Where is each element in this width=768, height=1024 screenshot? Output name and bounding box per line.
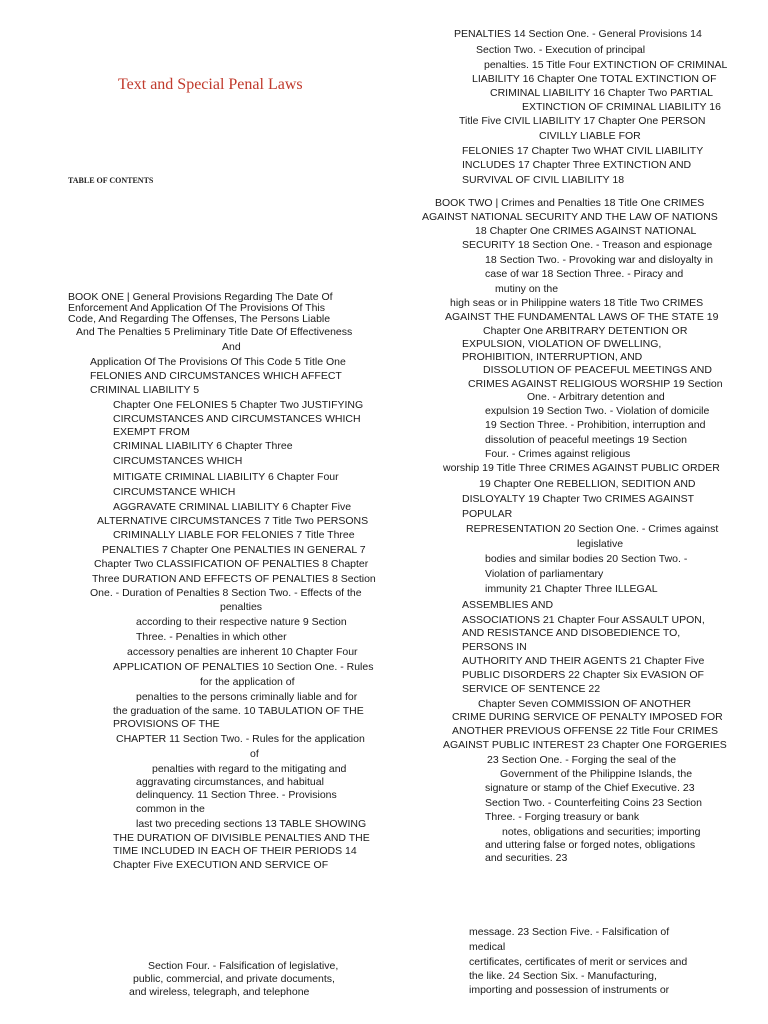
toc-line: Three. - Penalties in which other (136, 631, 287, 643)
toc-line: And (222, 341, 241, 353)
toc-line: Four. - Crimes against religious (485, 448, 631, 460)
toc-line: message. 23 Section Five. - Falsification of (469, 926, 670, 938)
toc-line: CRIMINALLY LIABLE FOR FELONIES 7 Title Three (113, 529, 355, 541)
toc-line: Title Five CIVIL LIABILITY 17 Chapter One PERSON (459, 115, 706, 127)
toc-line: PUBLIC DISORDERS 22 Chapter Six EVASION OF (462, 669, 704, 681)
toc-line: dissolution of peaceful meetings 19 Section (485, 434, 687, 446)
toc-line: AGAINST THE FUNDAMENTAL LAWS OF THE STATE 19 (445, 311, 719, 323)
toc-line: delinquency. 11 Section Three. - Provisions (136, 789, 337, 801)
toc-line: mutiny on the (495, 283, 559, 295)
toc-line: Three. - Forging treasury or bank (485, 811, 640, 823)
toc-line: 23 Section One. - Forging the seal of the (487, 754, 677, 766)
toc-line: LIABILITY 16 Chapter One TOTAL EXTINCTION OF (472, 73, 717, 85)
toc-line: 18 Section Two. - Provoking war and disloyalty in (485, 254, 714, 266)
toc-line: Chapter Seven COMMISSION OF ANOTHER (478, 698, 691, 710)
toc-line: One. - Arbitrary detention and (527, 391, 665, 403)
toc-line: and uttering false or forged notes, obligations (485, 839, 696, 851)
toc-line: case of war 18 Section Three. - Piracy and (485, 268, 684, 280)
toc-line: Section Two. - Counterfeiting Coins 23 Section (485, 797, 702, 809)
toc-line: AND RESISTANCE AND DISOBEDIENCE TO, (462, 627, 681, 639)
toc-line: aggravating circumstances, and habitual (136, 776, 324, 788)
toc-line: penalties (220, 601, 263, 613)
toc-line: SECURITY 18 Section One. - Treason and espionage (462, 239, 713, 251)
toc-line: worship 19 Title Three CRIMES AGAINST PUBLIC ORDER (443, 462, 720, 474)
toc-line: CIRCUMSTANCES AND CIRCUMSTANCES WHICH (113, 413, 361, 425)
toc-line: importing and possession of instruments or (469, 984, 670, 996)
toc-line: Chapter Two CLASSIFICATION OF PENALTIES 8 Chapter (94, 558, 369, 570)
toc-line: AUTHORITY AND THEIR AGENTS 21 Chapter Five (462, 655, 705, 667)
toc-line: Chapter One ARBITRARY DETENTION OR (483, 325, 688, 337)
toc-line: APPLICATION OF PENALTIES 10 Section One. - Rules (113, 661, 374, 673)
toc-line: ANOTHER PREVIOUS OFFENSE 22 Title Four CRIMES (452, 725, 719, 737)
toc-line: for the application of (200, 676, 295, 688)
toc-heading: TABLE OF CONTENTS (68, 176, 154, 185)
toc-line: SURVIVAL OF CIVIL LIABILITY 18 (462, 174, 625, 186)
toc-line: the graduation of the same. 10 TABULATION OF THE (113, 705, 364, 717)
toc-line: Violation of parliamentary (485, 568, 604, 580)
toc-line: ASSEMBLIES AND (462, 599, 554, 611)
toc-line: last two preceding sections 13 TABLE SHOWING (136, 818, 367, 830)
toc-line: penalties with regard to the mitigating and (152, 763, 347, 775)
toc-line: BOOK ONE | General Provisions Regarding The Date Of (68, 291, 333, 303)
toc-line: CIRCUMSTANCES WHICH (113, 455, 243, 467)
toc-line: public, commercial, and private documents, (133, 973, 335, 985)
toc-line: And The Penalties 5 Preliminary Title Date Of Effectiveness (76, 326, 353, 338)
toc-line: Chapter One FELONIES 5 Chapter Two JUSTIFYING (113, 399, 364, 411)
toc-line: Section Four. - Falsification of legislative, (148, 960, 339, 972)
toc-line: CRIMINAL LIABILITY 16 Chapter Two PARTIAL (490, 87, 713, 99)
toc-line: PERSONS IN (462, 641, 527, 653)
toc-line: INCLUDES 17 Chapter Three EXTINCTION AND (462, 159, 692, 171)
toc-line: One. - Duration of Penalties 8 Section Two. - Effects of the (90, 587, 362, 599)
toc-line: high seas or in Philippine waters 18 Title Two CRIMES (450, 297, 704, 309)
toc-line: BOOK TWO | Crimes and Penalties 18 Title One CRIMES (435, 197, 705, 209)
toc-line: 18 Chapter One CRIMES AGAINST NATIONAL (475, 225, 697, 237)
toc-line: SERVICE OF SENTENCE 22 (462, 683, 601, 695)
toc-line: AGGRAVATE CRIMINAL LIABILITY 6 Chapter Five (113, 501, 352, 513)
toc-line: CRIMINAL LIABILITY 5 (90, 384, 200, 396)
toc-line: penalties. 15 Title Four EXTINCTION OF CRIMINAL (484, 59, 728, 71)
toc-line: Enforcement And Application Of The Provisions Of This (68, 302, 325, 314)
toc-line: ALTERNATIVE CIRCUMSTANCES 7 Title Two PERSONS (97, 515, 369, 527)
toc-line: PENALTIES 7 Chapter One PENALTIES IN GENERAL 7 (102, 544, 366, 556)
toc-line: CRIMINAL LIABILITY 6 Chapter Three (113, 440, 293, 452)
toc-line: CIRCUMSTANCE WHICH (113, 486, 236, 498)
toc-line: common in the (136, 803, 205, 815)
toc-line: DISSOLUTION OF PEACEFUL MEETINGS AND (483, 364, 712, 376)
toc-line: bodies and similar bodies 20 Section Two. - (485, 553, 688, 565)
toc-line: penalties to the persons criminally liable and for (136, 691, 358, 703)
toc-line: TIME INCLUDED IN EACH OF THEIR PERIODS 14 (113, 845, 357, 857)
toc-line: accessory penalties are inherent 10 Chapter Four (127, 646, 358, 658)
toc-line: Application Of The Provisions Of This Code 5 Title One (90, 356, 346, 368)
document-title: Text and Special Penal Laws (118, 76, 303, 93)
toc-line: signature or stamp of the Chief Executive. 23 (485, 782, 695, 794)
toc-line: EXEMPT FROM (113, 426, 190, 438)
toc-line: notes, obligations and securities; importing (502, 826, 701, 838)
toc-line: medical (469, 941, 506, 953)
toc-line: POPULAR (462, 508, 513, 520)
toc-line: immunity 21 Chapter Three ILLEGAL (485, 583, 658, 595)
toc-line: FELONIES 17 Chapter Two WHAT CIVIL LIABILITY (462, 145, 704, 157)
toc-line: REPRESENTATION 20 Section One. - Crimes against (466, 523, 719, 535)
toc-line: EXTINCTION OF CRIMINAL LIABILITY 16 (522, 101, 721, 113)
toc-line: Code, And Regarding The Offenses, The Persons Liable (68, 313, 331, 325)
toc-line: MITIGATE CRIMINAL LIABILITY 6 Chapter Four (113, 471, 339, 483)
toc-line: AGAINST PUBLIC INTEREST 23 Chapter One FORGERIES (443, 739, 727, 751)
toc-line: according to their respective nature 9 Section (136, 616, 347, 628)
toc-line: FELONIES AND CIRCUMSTANCES WHICH AFFECT (90, 370, 342, 382)
toc-line: PENALTIES 14 Section One. - General Provisions 14 (454, 28, 702, 40)
toc-line: CRIMES AGAINST RELIGIOUS WORSHIP 19 Section (468, 378, 723, 390)
toc-line: EXPULSION, VIOLATION OF DWELLING, (462, 338, 662, 350)
toc-line: CHAPTER 11 Section Two. - Rules for the application (116, 733, 365, 745)
toc-line: 19 Section Three. - Prohibition, interruption and (485, 419, 706, 431)
toc-line: DISLOYALTY 19 Chapter Two CRIMES AGAINST (462, 493, 695, 505)
toc-line: expulsion 19 Section Two. - Violation of domicile (485, 405, 710, 417)
toc-line: THE DURATION OF DIVISIBLE PENALTIES AND THE (113, 832, 370, 844)
toc-line: and wireless, telegraph, and telephone (129, 986, 310, 998)
toc-line: Chapter Five EXECUTION AND SERVICE OF (113, 859, 329, 871)
toc-line: PROVISIONS OF THE (113, 718, 220, 730)
toc-line: the like. 24 Section Six. - Manufacturing, (469, 970, 657, 982)
toc-line: ASSOCIATIONS 21 Chapter Four ASSAULT UPON, (462, 614, 705, 626)
toc-line: certificates, certificates of merit or services and (469, 956, 688, 968)
toc-line: 19 Chapter One REBELLION, SEDITION AND (479, 478, 696, 490)
toc-line: CRIME DURING SERVICE OF PENALTY IMPOSED FOR (452, 711, 723, 723)
toc-line: AGAINST NATIONAL SECURITY AND THE LAW OF NATIONS (422, 211, 718, 223)
toc-line: Government of the Philippine Islands, the (500, 768, 693, 780)
toc-line: Section Two. - Execution of principal (476, 44, 646, 56)
toc-line: CIVILLY LIABLE FOR (539, 130, 641, 142)
toc-line: of (250, 748, 259, 760)
toc-line: and securities. 23 (485, 852, 568, 864)
toc-line: PROHIBITION, INTERRUPTION, AND (462, 351, 643, 363)
toc-line: legislative (577, 538, 624, 550)
toc-line: Three DURATION AND EFFECTS OF PENALTIES 8 Section (92, 573, 376, 585)
